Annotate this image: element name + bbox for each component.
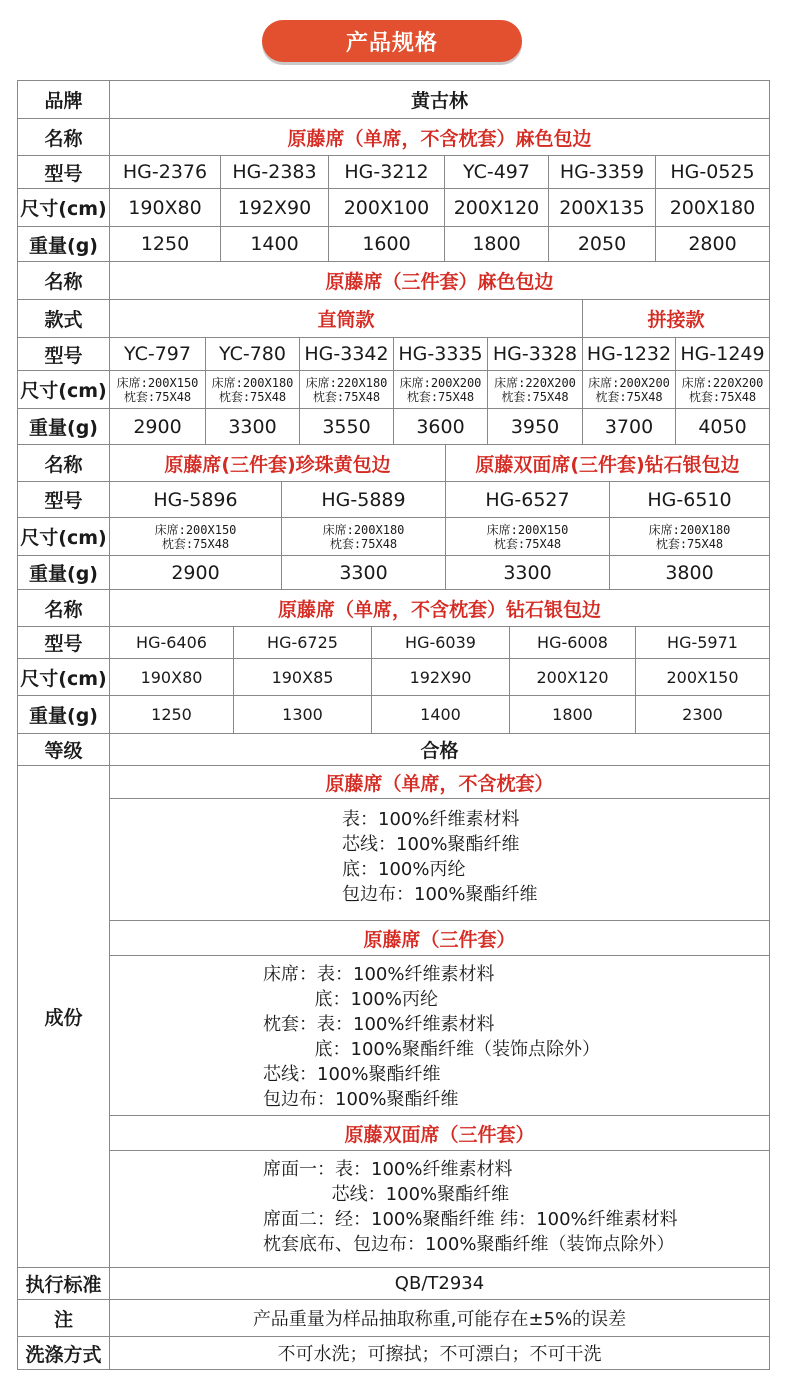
b2-size-cell	[110, 371, 206, 408]
b3-name-diamond: 原藤双面席(三件套)钻石银包边	[475, 453, 740, 476]
b1-model-row	[17, 155, 770, 188]
b2-model-cell: HG-3335	[394, 338, 488, 370]
composition-single-box	[110, 799, 769, 921]
b2-size-cell	[206, 371, 300, 408]
b3-size-row	[17, 517, 770, 555]
b4-size-cell: 200X150	[666, 667, 739, 687]
standard-row	[17, 1267, 770, 1299]
b3-model-row	[17, 481, 770, 517]
b1-weight-cell: 1250	[110, 227, 221, 261]
grade-value: 合格	[420, 740, 459, 762]
b4-model-cell: HG-6008	[510, 627, 636, 658]
b2-weight-cell: 4050	[698, 415, 747, 438]
b3-weight-label: 重量(g)	[18, 556, 110, 589]
b3-weight-cell: 3300	[446, 556, 610, 589]
b2-weight-cell: 3950	[488, 409, 583, 444]
b1-weight-cell: 2800	[688, 233, 737, 255]
b4-size-cell: 192X90	[372, 659, 510, 695]
pillow-size: 枕套:75X48	[655, 536, 724, 551]
b4-model-cell: HG-6725	[234, 627, 372, 658]
bed-size: 床席:200X150	[154, 522, 237, 537]
bed-size: 床席:200X150	[116, 375, 199, 390]
b2-model-label: 型号	[18, 338, 110, 370]
composition-single-lines: 表：100%纤维素材料 芯线：100%聚酯纤维 底：100%丙纶 包边布：100%聚酯纤维	[342, 809, 538, 905]
b1-model-cell: HG-2383	[221, 156, 329, 188]
b3-name-row	[17, 444, 770, 481]
pillow-size: 枕套:75X48	[688, 389, 757, 404]
note-label: 注	[18, 1300, 110, 1336]
bed-size: 床席:200X200	[588, 375, 670, 390]
brand-row	[17, 80, 770, 118]
b2-model-cell: HG-1232	[583, 338, 676, 370]
b2-model-cell: YC-797	[110, 338, 206, 370]
b1-size-cell: 192X90	[221, 189, 329, 226]
b4-weight-cell: 1400	[372, 696, 510, 733]
b4-model-cell: HG-6039	[372, 627, 510, 658]
wash-row	[17, 1336, 770, 1370]
b1-size-cell: 200X100	[329, 189, 445, 226]
brand-value: 黄古林	[410, 90, 468, 112]
composition-double-title: 原藤双面席（三件套）	[110, 1116, 769, 1151]
pillow-size: 枕套:75X48	[218, 389, 287, 404]
b4-weight-row	[17, 695, 770, 733]
b1-weight-label: 重量(g)	[18, 227, 110, 261]
b1-weight-cell: 1400	[221, 227, 329, 261]
b1-weight-row	[17, 226, 770, 261]
note-row	[17, 1299, 770, 1336]
b2-weight-cell: 2900	[110, 409, 206, 444]
b3-name-label: 名称	[18, 445, 110, 481]
b4-name-label: 名称	[18, 590, 110, 626]
b1-name-label: 名称	[18, 119, 110, 155]
b1-name-row	[17, 118, 770, 155]
b2-model-cell: HG-3342	[300, 338, 394, 370]
composition-block	[17, 765, 770, 1267]
b4-model-row	[17, 626, 770, 658]
pillow-size: 枕套:75X48	[595, 389, 663, 404]
b2-size-row	[17, 370, 770, 408]
b1-size-cell: 200X120	[445, 189, 549, 226]
b2-size-cell	[488, 371, 583, 408]
bed-size: 床席:220X200	[494, 375, 576, 390]
b4-size-cell: 190X80	[110, 659, 234, 695]
b3-weight-cell: 3300	[282, 556, 446, 589]
b4-name: 原藤席（单席，不含枕套）钻石银包边	[277, 598, 601, 621]
b3-model-cell: HG-5896	[110, 482, 282, 517]
composition-single-title: 原藤席（单席，不含枕套）	[110, 766, 769, 799]
b3-size-cell	[110, 518, 282, 555]
b2-model-cell: YC-780	[206, 338, 300, 370]
b1-model-cell: YC-497	[445, 156, 549, 188]
b2-weight-label: 重量(g)	[18, 409, 110, 444]
b1-weight-cell: 1600	[329, 227, 445, 261]
wash-label: 洗涤方式	[18, 1337, 110, 1369]
composition-double-box	[110, 1151, 769, 1268]
b1-size-cell: 200X135	[549, 189, 656, 226]
b4-size-row	[17, 658, 770, 695]
b1-weight-cell: 2050	[549, 227, 656, 261]
b3-model-label: 型号	[18, 482, 110, 517]
b4-weight-cell: 1300	[234, 696, 372, 733]
b1-size-row	[17, 188, 770, 226]
b3-weight-cell: 2900	[110, 556, 282, 589]
b4-weight-cell: 2300	[682, 705, 723, 724]
grade-label: 等级	[18, 734, 110, 765]
b3-weight-cell: 3800	[665, 561, 714, 584]
b4-model-cell: HG-6406	[110, 627, 234, 658]
b4-model-label: 型号	[18, 627, 110, 658]
b3-size-cell	[446, 518, 610, 555]
b1-model-cell: HG-3212	[329, 156, 445, 188]
b3-size-cell	[610, 518, 769, 555]
composition-label: 成份	[18, 766, 110, 1267]
b2-name-row	[17, 261, 770, 299]
composition-set-box	[110, 956, 769, 1116]
brand-label: 品牌	[18, 81, 110, 118]
b2-style-label: 款式	[18, 300, 110, 337]
b4-weight-label: 重量(g)	[18, 696, 110, 733]
b2-weight-cell: 3600	[394, 409, 488, 444]
b4-size-cell: 190X85	[234, 659, 372, 695]
b2-model-cell: HG-3328	[488, 338, 583, 370]
b2-size-cell	[394, 371, 488, 408]
b1-weight-cell: 1800	[445, 227, 549, 261]
b1-size-label: 尺寸(cm)	[18, 189, 110, 226]
b2-style-spliced: 拼接款	[647, 309, 705, 331]
b1-model-cell: HG-0525	[670, 161, 755, 183]
b1-size-cell: 190X80	[110, 189, 221, 226]
pillow-size: 枕套:75X48	[161, 536, 230, 551]
b3-model-cell: HG-6527	[446, 482, 610, 517]
b1-name: 原藤席（单席，不含枕套）麻色包边	[287, 127, 592, 150]
bed-size: 床席:200X180	[648, 522, 731, 537]
b3-size-label: 尺寸(cm)	[18, 518, 110, 555]
wash-value: 不可水洗；可擦拭；不可漂白；不可干洗	[277, 1344, 602, 1365]
bed-size: 床席:200X180	[322, 522, 405, 537]
standard-label: 执行标准	[18, 1268, 110, 1299]
pillow-size: 枕套:75X48	[312, 389, 381, 404]
b4-name-row	[17, 589, 770, 626]
bed-size: 床席:200X200	[399, 375, 482, 390]
b3-weight-row	[17, 555, 770, 589]
b1-model-cell: HG-3359	[549, 156, 656, 188]
b2-model-row	[17, 337, 770, 370]
b2-name-label: 名称	[18, 262, 110, 299]
b2-weight-cell: 3300	[206, 409, 300, 444]
b2-weight-row	[17, 408, 770, 444]
b4-model-cell: HG-5971	[667, 633, 738, 652]
composition-set-title: 原藤席（三件套）	[110, 921, 769, 956]
bed-size: 床席:220X200	[681, 375, 764, 390]
page-title: 产品规格	[262, 20, 522, 62]
b2-model-cell: HG-1249	[680, 343, 765, 365]
b3-model-cell: HG-6510	[647, 488, 732, 511]
note-value: 产品重量为样品抽取称重,可能存在±5%的误差	[252, 1309, 627, 1330]
b4-weight-cell: 1800	[510, 696, 636, 733]
b2-name: 原藤席（三件套）麻色包边	[325, 271, 554, 293]
grade-row	[17, 733, 770, 765]
b4-weight-cell: 1250	[110, 696, 234, 733]
b3-model-cell: HG-5889	[282, 482, 446, 517]
b1-model-cell: HG-2376	[110, 156, 221, 188]
composition-double-lines: 席面一：表：100%纤维素材料 芯线：100%聚酯纤维 席面二：经：100%聚酯纤维 纬：100%纤维素材料 枕套底布、包边布：100%聚酯纤维（装饰点除外）	[263, 1159, 678, 1255]
pillow-size: 枕套:75X48	[493, 536, 562, 551]
composition-set-lines: 床席：表：100%纤维素材料 底：100%丙纶 枕套：表：100%纤维素材料 底：100%聚酯纤维（装饰点除外） 芯线：100%聚酯纤维 包边布：100%聚酯纤维	[263, 964, 600, 1110]
bed-size: 床席:200X180	[211, 375, 294, 390]
b2-size-cell	[300, 371, 394, 408]
pillow-size: 枕套:75X48	[123, 389, 192, 404]
b1-size-cell: 200X180	[669, 196, 756, 219]
b2-size-cell	[583, 371, 676, 408]
standard-value: QB/T2934	[394, 1273, 485, 1294]
pillow-size: 枕套:75X48	[406, 389, 475, 404]
b3-name-pearl: 原藤席(三件套)珍珠黄包边	[110, 445, 446, 481]
bed-size: 床席:220X180	[305, 375, 388, 390]
b2-style-row	[17, 299, 770, 337]
b2-weight-cell: 3700	[583, 409, 676, 444]
b3-size-cell	[282, 518, 446, 555]
b4-size-cell: 200X120	[510, 659, 636, 695]
pillow-size: 枕套:75X48	[501, 389, 569, 404]
b2-style-straight: 直筒款	[110, 300, 583, 337]
b2-weight-cell: 3550	[300, 409, 394, 444]
bed-size: 床席:200X150	[486, 522, 569, 537]
b1-model-label: 型号	[18, 156, 110, 188]
pillow-size: 枕套:75X48	[329, 536, 398, 551]
b4-size-label: 尺寸(cm)	[18, 659, 110, 695]
b2-size-cell	[676, 371, 769, 408]
b2-size-label: 尺寸(cm)	[18, 371, 110, 408]
